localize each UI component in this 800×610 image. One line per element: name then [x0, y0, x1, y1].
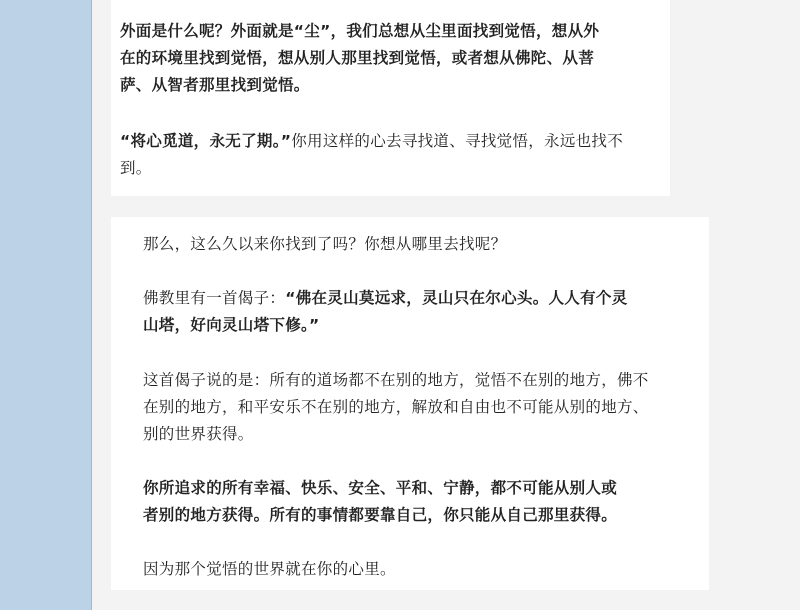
quote-rest: 你用这样的心去寻找道、寻找觉悟，永远也找不	[291, 132, 624, 150]
verse-bold: “佛在灵山莫远求，灵山只在尔心头。人人有个灵	[285, 289, 628, 307]
paragraph-line	[143, 285, 628, 312]
paragraph-line: 这首偈子说的是：所有的道场都不在别的地方，觉悟不在别的地方，佛不	[143, 371, 649, 389]
paragraph-line: 你所追求的所有幸福、快乐、安全、平和、宁静，都不可能从别人或	[143, 479, 618, 497]
paragraph-line: 外面是什么呢？外面就是“尘”，我们总想从尘里面找到觉悟，想从外	[120, 22, 600, 40]
paragraph-line: 在别的地方，和平安乐不在别的地方，解放和自由也不可能从别的地方、	[143, 398, 649, 416]
paragraph-line: 别的世界获得。	[143, 425, 254, 443]
paragraph-line: 到。	[120, 159, 152, 177]
paragraph-line: 山塔，好向灵山塔下修。”	[143, 316, 320, 334]
quote-bold: “将心觅道，永无了期。”	[120, 132, 292, 150]
paragraph-line: 在的环境里找到觉悟，想从别人那里找到觉悟，或者想从佛陀、从菩	[120, 49, 595, 67]
paragraph-outside-dust	[120, 18, 599, 99]
paragraph-conclusion	[143, 556, 396, 583]
paragraph-verse	[143, 285, 628, 339]
paragraph-line: 因为那个觉悟的世界就在你的心里。	[143, 560, 396, 578]
verse-intro: 佛教里有一首偈子：	[143, 289, 286, 307]
left-sidebar-strip	[0, 0, 92, 610]
paragraph-line	[120, 128, 623, 155]
paragraph-question	[143, 231, 506, 258]
content-block-1	[111, 0, 670, 196]
paragraph-seeking-dao	[120, 128, 623, 182]
paragraph-line: 那么，这么久以来你找到了吗？你想从哪里去找呢？	[143, 235, 507, 253]
paragraph-line: 者别的地方获得。所有的事情都要靠自己，你只能从自己那里获得。	[143, 506, 618, 524]
paragraph-verse-meaning	[143, 367, 649, 448]
paragraph-happiness	[143, 475, 617, 529]
paragraph-line: 萨、从智者那里找到觉悟。	[120, 76, 310, 94]
content-block-2	[111, 217, 709, 590]
